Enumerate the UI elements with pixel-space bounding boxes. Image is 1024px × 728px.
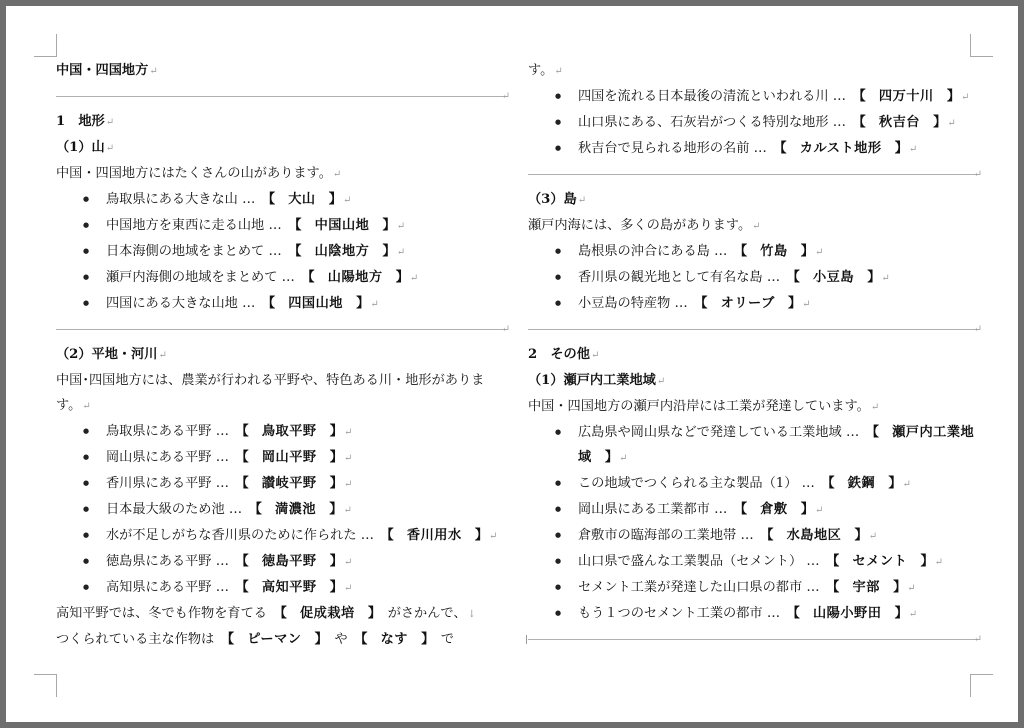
crop-mark-top-right bbox=[970, 34, 993, 57]
horizontal-rule: ↵ bbox=[528, 174, 978, 175]
paragraph-kochi-continued[interactable]: す。↵ bbox=[528, 63, 563, 78]
list-item[interactable]: ● 倉敷市の臨海部の工業地帯 … 【 水島地区 】↵ bbox=[528, 523, 978, 549]
document-title[interactable]: 中国・四国地方↵ bbox=[56, 63, 158, 78]
intro-plains[interactable]: 中国･四国地方には、農業が行われる平野や、特色ある川・地形があります。↵ bbox=[56, 373, 485, 413]
list-item[interactable]: ● 徳島県にある平野 … 【 徳島平野 】↵ bbox=[56, 549, 506, 575]
list-item[interactable]: ● 秋吉台で見られる地形の名前 … 【 カルスト地形 】↵ bbox=[528, 136, 978, 162]
subheading-industry[interactable]: （1）瀬戸内工業地域↵ bbox=[528, 373, 666, 388]
rule-start-marker bbox=[526, 635, 527, 644]
right-column bbox=[528, 58, 982, 652]
list-plains bbox=[56, 419, 506, 601]
list-item[interactable]: ● 四国にある大きな山地 … 【 四国山地 】↵ bbox=[56, 291, 506, 317]
left-column bbox=[56, 58, 510, 652]
list-item[interactable]: ● 水が不足しがちな香川県のために作られた … 【 香川用水 】↵ bbox=[56, 523, 506, 549]
section-heading-other[interactable]: 2 その他↵ bbox=[528, 347, 600, 362]
list-item[interactable]: ● 鳥取県にある大きな山 … 【 大山 】↵ bbox=[56, 187, 506, 213]
list-item[interactable]: ● 山口県にある、石灰岩がつくる特別な地形 … 【 秋吉台 】↵ bbox=[528, 110, 978, 136]
list-industry bbox=[528, 420, 978, 627]
list-islands bbox=[528, 239, 978, 317]
crop-mark-top-left bbox=[34, 34, 57, 57]
list-item[interactable]: ● 瀬戸内海側の地域をまとめて … 【 山陽地方 】↵ bbox=[56, 265, 506, 291]
horizontal-rule: ↵ bbox=[528, 639, 978, 640]
horizontal-rule: ↵ bbox=[528, 329, 978, 330]
intro-mountains[interactable]: 中国・四国地方にはたくさんの山があります。↵ bbox=[56, 166, 342, 181]
list-mountains bbox=[56, 187, 506, 317]
list-item[interactable]: ● 鳥取県にある平野 … 【 鳥取平野 】↵ bbox=[56, 419, 506, 445]
list-item[interactable]: ● 香川県にある平野 … 【 讃岐平野 】↵ bbox=[56, 471, 506, 497]
list-rivers-landforms bbox=[528, 84, 978, 162]
list-item[interactable]: ● この地域でつくられる主な製品（1） … 【 鉄鋼 】↵ bbox=[528, 471, 978, 497]
subheading-mountains[interactable]: （1）山↵ bbox=[56, 140, 115, 155]
crop-mark-bottom-right bbox=[970, 674, 993, 697]
intro-industry[interactable]: 中国・四国地方の瀬戸内沿岸には工業が発達しています。↵ bbox=[528, 399, 880, 414]
list-item[interactable]: ● 島根県の沖合にある島 … 【 竹島 】↵ bbox=[528, 239, 978, 265]
list-item[interactable]: ● 中国地方を東西に走る山地 … 【 中国山地 】↵ bbox=[56, 213, 506, 239]
list-item[interactable]: ● 日本海側の地域をまとめて … 【 山陰地方 】↵ bbox=[56, 239, 506, 265]
subheading-islands[interactable]: （3）島↵ bbox=[528, 192, 587, 207]
document-page bbox=[6, 6, 1018, 722]
intro-islands[interactable]: 瀬戸内海には、多くの島があります。↵ bbox=[528, 218, 761, 233]
paragraph-kochi[interactable]: 高知平野では、冬でも作物を育てる 【 促成栽培 】 がさかんで、↓ つくられている主な作物は 【 ピーマン 】 や 【 なす 】 で bbox=[56, 606, 476, 647]
list-item[interactable]: ● 岡山県にある工業都市 … 【 倉敷 】↵ bbox=[528, 497, 978, 523]
list-item[interactable]: ● 山口県で盛んな工業製品（セメント） … 【 セメント 】↵ bbox=[528, 549, 978, 575]
list-item[interactable]: ● 高知県にある平野 … 【 高知平野 】↵ bbox=[56, 575, 506, 601]
subheading-plains-rivers[interactable]: （2）平地・河川↵ bbox=[56, 347, 167, 362]
list-item[interactable]: ● セメント工業が発達した山口県の都市 … 【 宇部 】↵ bbox=[528, 575, 978, 601]
list-item[interactable]: ● 日本最大級のため池 … 【 満濃池 】↵ bbox=[56, 497, 506, 523]
list-item[interactable]: ● もう１つのセメント工業の都市 … 【 山陽小野田 】↵ bbox=[528, 601, 978, 627]
list-item[interactable]: ● 小豆島の特産物 … 【 オリーブ 】↵ bbox=[528, 291, 978, 317]
crop-mark-bottom-left bbox=[34, 674, 57, 697]
section-heading-terrain[interactable]: 1 地形↵ bbox=[56, 114, 115, 129]
horizontal-rule: ↵ bbox=[56, 96, 506, 97]
list-item[interactable]: ● 香川県の観光地として有名な島 … 【 小豆島 】↵ bbox=[528, 265, 978, 291]
horizontal-rule: ↵ bbox=[56, 329, 506, 330]
list-item[interactable]: ● 四国を流れる日本最後の清流といわれる川 … 【 四万十川 】↵ bbox=[528, 84, 978, 110]
list-item[interactable]: ● 広島県や岡山県などで発達している工業地域 … 【 瀬戸内工業地域 】↵ bbox=[528, 420, 978, 471]
list-item[interactable]: ● 岡山県にある平野 … 【 岡山平野 】↵ bbox=[56, 445, 506, 471]
